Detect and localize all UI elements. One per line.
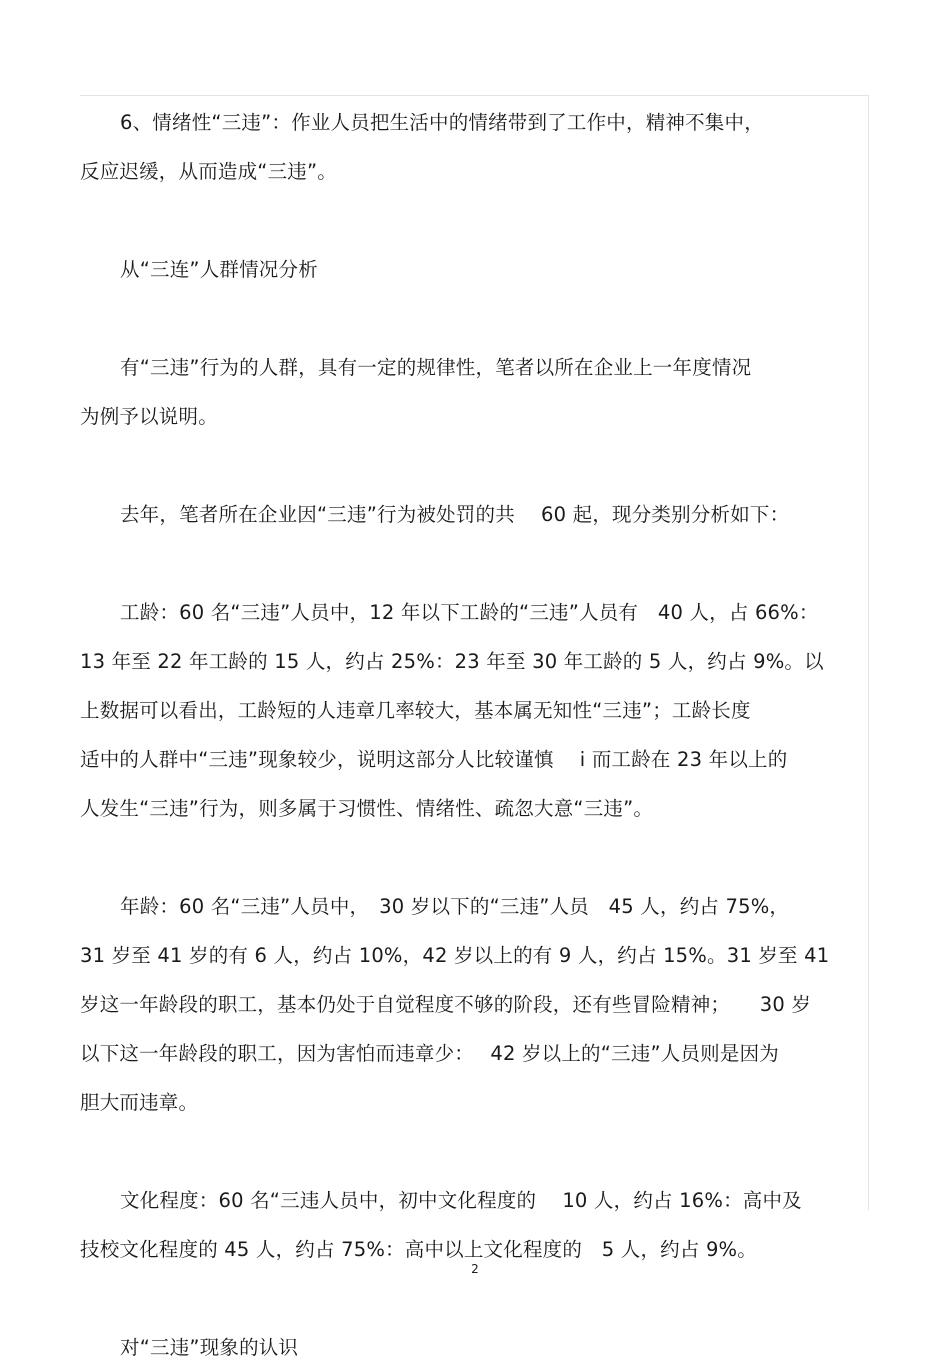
text-line: 年龄：60 名“三违”人员中， 30 岁以下的“三违”人员 45 人，约占 75%，	[120, 895, 790, 918]
paragraph-intro	[80, 343, 868, 441]
paragraph-age	[80, 882, 868, 1127]
page-number: 2	[471, 1262, 479, 1276]
text-line: 13 年至 22 年工龄的 15 人，约占 25%：23 年至 30 年工龄的 5 人，约占 9%。以	[80, 650, 824, 673]
text-line: 上数据可以看出，工龄短的人违章几率较大，基本属无知性“三违”；工龄长度	[80, 699, 751, 722]
paragraph-emotional-violations	[80, 98, 868, 196]
section-heading: 对“三违”现象的认识	[120, 1336, 299, 1359]
text-line: 31 岁至 41 岁的有 6 人，约占 10%，42 岁以上的有 9 人，约占 15%。31 岁至 41	[80, 944, 830, 967]
text-line: 胆大而违章。	[80, 1091, 199, 1114]
text-line: 6、情绪性“三违”：作业人员把生活中的情绪带到了工作中，精神不集中，	[120, 111, 764, 134]
text-line: 岁这一年龄段的职工，基本仍处于自觉程度不够的阶段，还有些冒险精神； 30 岁	[80, 993, 812, 1016]
text-line: 适中的人群中“三违”现象较少，说明这部分人比较谨慎 i 而工龄在 23 年以上的	[80, 748, 788, 771]
document-body	[80, 98, 868, 1372]
text-line: 有“三违”行为的人群，具有一定的规律性，笔者以所在企业上一年度情况	[120, 356, 752, 379]
paragraph-education	[80, 1176, 868, 1274]
text-line: 文化程度：60 名“三违人员中，初中文化程度的 10 人，约占 16%：高中及	[120, 1189, 802, 1212]
text-line: 反应迟缓，从而造成“三违”。	[80, 160, 338, 183]
section-heading: 从“三连”人群情况分析	[120, 258, 318, 281]
text-line: 人发生“三违”行为，则多属于习惯性、情绪性、疏忽大意“三违”。	[80, 797, 654, 820]
text-line: 去年，笔者所在企业因“三违”行为被处罚的共 60 起，现分类别分析如下：	[120, 503, 790, 526]
text-line: 为例予以说明。	[80, 405, 218, 428]
paragraph-work-years	[80, 588, 868, 833]
paragraph-summary	[80, 490, 868, 539]
text-line: 工龄：60 名“三违”人员中，12 年以下工龄的“三违”人员有 40 人，占 66%：	[120, 601, 819, 624]
text-line: 以下这一年龄段的职工，因为害怕而违章少： 42 岁以上的“三违”人员则是因为	[80, 1042, 779, 1065]
text-line: 技校文化程度的 45 人，约占 75%：高中以上文化程度的 5 人，约占 9%。	[80, 1238, 757, 1261]
